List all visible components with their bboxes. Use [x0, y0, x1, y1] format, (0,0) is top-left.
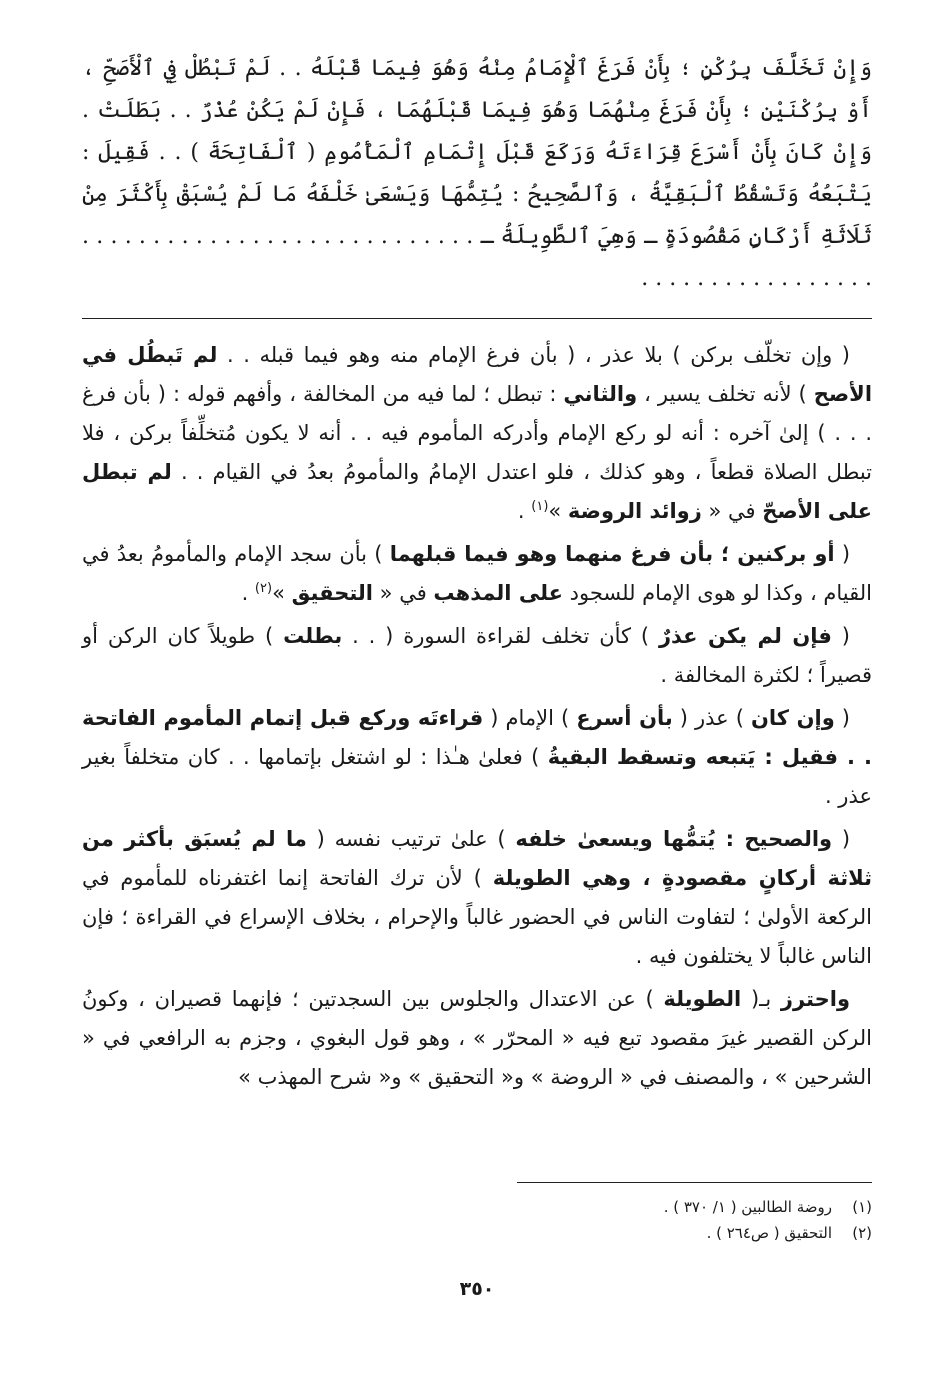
- commentary-paragraph-6: واحترز بـ( الطويلة ) عن الاعتدال والجلوس بين السجدتين ؛ فإنهما قصيران ، وكونُ الركن القصير غيرَ مقصود تبع فيه « المحرّر » ، وهو قول البغوي ، وجزم به الرافعي في « الشرحين » ، والمصنف في « الروضة » و« التحقيق » و« شرح المهذب »: [82, 987, 872, 1089]
- commentary-paragraph-5: ( والصحيح : يُتمُّها ويسعىٰ خلفه ) علىٰ ترتيب نفسه ( ما لم يُسبَق بأكثر من ثلاثة أركانٍ مقصودةٍ ، وهي الطويلة ) لأن ترك الفاتحة إنما اغتفرناه للمأموم في الركعة الأولىٰ ؛ لتفاوت الناس في الحضور غالباً والإحرام ، بخلاف الإسراع في القراءة ؛ فإن الناس غالباً لا يختلفون فيه .: [82, 827, 872, 968]
- commentary-paragraph-1: ( وإن تخلّف بركن ) بلا عذر ، ( بأن فرغ الإمام منه وهو فيما قبله . . لم تَبطُل في الأصح ) لأنه تخلف يسير ، والثاني : تبطل ؛ لما فيه من المخالفة ، وأفهم قوله : ( بأن فرغ . . . ) إلىٰ آخره : أنه لو ركع الإمام وأدركه المأموم فيه . . أنه لا يكون مُتخلِّفاً بركن ، فلا تبطل الصلاة قطعاً ، وهو كذلك ، فلو اعتدل الإمامُ والمأمومُ بعدُ في القيام . . لم تبطل على الأصحّ في « زوائد الروضة »$^{(١)}$ .: [82, 343, 873, 523]
- footnote-text: روضة الطالبين ( ١/ ٣٧٠ ) .: [663, 1198, 832, 1216]
- footnote-1: [82, 1194, 872, 1220]
- footnote-ref-2[interactable]: (٢): [254, 581, 273, 596]
- footnote-ref-1[interactable]: (١): [531, 499, 549, 514]
- commentary-paragraph-2: ( أو بركنين ؛ بأن فرغ منهما وهو فيما قبلهما ) بأن سجد الإمام والمأمومُ بعدُ في القيام ، وكذا لو هوى الإمام للسجود على المذهب في « التحقيق »$^{(٢)}$ .: [82, 542, 872, 605]
- footnotes: [82, 1194, 872, 1246]
- matn-text: وَإِنْ تَخَلَّفَ بِرُكْنٍ ؛ بِأَنْ فَرَغَ ٱلْإِمَامُ مِنْهُ وَهُوَ فِيمَا قَبْلَهُ . . لَمْ تَبْطُلْ فِي ٱلْأَصَحِّ ، أَوْ بِرُكْنَيْنِ ؛ بِأَنْ فَرَغَ مِنْهُمَا وَهُوَ فِيمَا قَبْلَهُمَا ، فَإِنْ لَمْ يَكُنْ عُذْرٌ . . بَطَلَتْ . وَإِنْ كَانَ بِأَنْ أَسْرَعَ قِرَاءَتَهُ وَرَكَعَ قَبْلَ إِتْمَامِ ٱلْمَأْمُومِ ( ٱلْفَاتِحَةَ ) . . فَقِيلَ : يَتْبَعُهُ وَتَسْقُطُ ٱلْبَقِيَّةُ ، وَٱلصَّحِيحُ : يُتِمُّهَا وَيَسْعَىٰ خَلْفَهُ مَا لَمْ يُسْبَقْ بِأَكْثَرَ مِنْ ثَلَاثَةِ أَرْكَانٍ مَقْصُودَةٍ ـ وَهِيَ ٱلطَّوِيلَةُ ـ . . . . . . . . . . . . . . . . . . . . . . . . . . . . . . . . . . . . . . . . . . . . .: [82, 56, 872, 291]
- footnote-text: التحقيق ( ص٢٦٤ ) .: [706, 1224, 832, 1242]
- footnote-number: (٢): [852, 1224, 872, 1242]
- matn-separator-line: [82, 318, 872, 319]
- page-number: ٣٥٠: [459, 1278, 495, 1300]
- commentary-paragraph-4: ( وإن كان ) عذر ( بأن أسرع ) الإمام ( قراءتَه وركع قبل إتمام المأموم الفاتحة . . فقيل : يَتبعه وتسقط البقيةُ ) فعلىٰ هـٰذا : لو اشتغل بإتمامها . . كان متخلفاً بغير عذر .: [82, 706, 872, 808]
- commentary-paragraph-3: ( فإن لم يكن عذرٌ ) كأن تخلف لقراءة السورة ( . . بطلت ) طويلاً كان الركن أو قصيراً ؛ لكثرة المخالفة .: [82, 624, 872, 687]
- footnote-2: [82, 1220, 872, 1246]
- footnote-number: (١): [852, 1198, 872, 1216]
- footnote-separator-line: [517, 1182, 872, 1183]
- book-page: [82, 48, 872, 1348]
- commentary-section: [82, 336, 872, 1101]
